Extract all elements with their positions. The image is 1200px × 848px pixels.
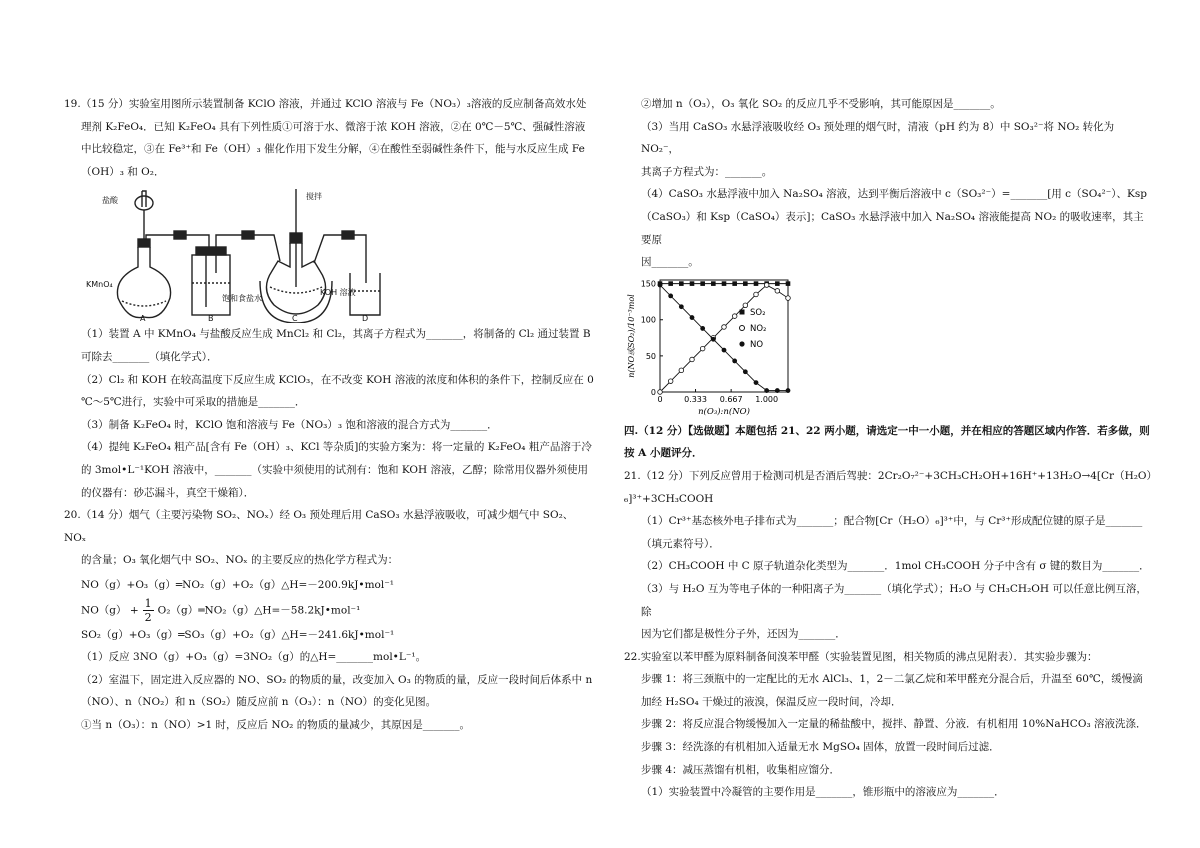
- q19-sub2: （2）Cl₂ 和 KOH 在较高温度下反应生成 KClO₃，在不改变 KOH 溶液的浓度和体积的条件下，控制反应在 0: [81, 373, 594, 386]
- point-no2: [690, 357, 695, 362]
- label-brine: 饱和食盐水: [222, 294, 262, 304]
- label-hcl: 盐酸: [102, 196, 118, 206]
- q20-sub3: （3）当用 CaSO₃ 水悬浮液吸收经 O₃ 预处理的烟气时，清液（pH 约为 8）中 SO₃²⁻将 NO₂ 转化为 NO₂⁻，: [641, 120, 1115, 156]
- legend-marker-so2: [740, 309, 745, 314]
- q19-sub1: （1）装置 A 中 KMnO₄ 与盐酸反应生成 MnCl₂ 和 Cl₂，其离子方程式为_______，将制备的 Cl₂ 通过装置 B: [81, 328, 591, 341]
- q20-sub4-c: 因_______。: [641, 256, 699, 269]
- q19-intro-2: 理剂 K₂FeO₄．已知 K₂FeO₄ 具有下列性质①可溶于水、微溶于浓 KOH 溶液，②在 0℃－5℃、强碱性溶液: [81, 120, 586, 133]
- q20-sub2-b: （NO）、n（NO₂）和 n（SO₂）随反应前 n（O₃）：n（NO）的变化见图。: [81, 696, 437, 709]
- q20-sub4: （4）CaSO₃ 水悬浮液中加入 Na₂SO₄ 溶液，达到平衡后溶液中 c（SO₃²⁻）=_______[用 c（SO₄²⁻）、Ksp: [641, 188, 1147, 201]
- point-no: [711, 337, 716, 342]
- q20-eq1: NO（g）+O₃（g）═NO₂（g）+O₂（g）△H=－200.9kJ•mol⁻¹: [81, 578, 394, 591]
- q20-eq2: [64, 597, 594, 624]
- point-so2: [743, 281, 748, 286]
- point-so2: [690, 281, 695, 286]
- point-so2: [722, 281, 727, 286]
- label-b: B: [208, 314, 214, 324]
- q19-sub1-b: 可除去_______（填化学式）．: [81, 350, 218, 363]
- x-tick-label: 0: [657, 394, 663, 404]
- q19-intro-4: （OH）₃ 和 O₂．: [81, 165, 165, 178]
- q20-eq3: SO₂（g）+O₃（g）═SO₃（g）+O₂（g）△H=－241.6kJ•mol⁻¹: [81, 628, 395, 641]
- q20-sub4-b: （CaSO₃）和 Ksp（CaSO₄）表示]；CaSO₃ 水悬浮液中加入 Na₂SO₄ 溶液能提高 NO₂ 的吸收速率，其主要原: [641, 210, 1144, 246]
- apparatus-figure: [84, 183, 384, 323]
- point-no: [743, 369, 748, 374]
- q19-sub4-b: 的 3mol•L⁻¹KOH 溶液中，_______（实验中须使用的试剂有：饱和 KOH 溶液，乙醇；除常用仪器外须使用: [81, 463, 588, 476]
- q20-sub2: （2）室温下，固定进入反应器的 NO、SO₂ 的物质的量，改变加入 O₃ 的物质的量，反应一段时间后体系中 n: [81, 673, 593, 686]
- x-tick-label: 0.333: [684, 394, 707, 404]
- wash-bottle-icon: [192, 255, 230, 315]
- label-stir: 搅拌: [306, 192, 322, 202]
- q20-intro-2: 的含量；O₃ 氧化烟气中 SO₂、NOₓ 的主要反应的热化学方程式为：: [81, 554, 399, 567]
- point-no: [679, 304, 684, 309]
- legend-label: NO: [750, 339, 764, 350]
- y-tick-label: 50: [645, 351, 656, 361]
- q19-intro-3: 中比较稳定，③在 Fe³⁺和 Fe（OH）₃ 催化作用下发生分解，④在酸性至弱碱性条件下，能与水反应生成 Fe: [81, 143, 585, 156]
- q22-step4: 步骤 4：减压蒸馏有机相，收集相应馏分．: [641, 763, 841, 776]
- q21-intro-2: ₆]³⁺+3CH₃COOH: [624, 492, 714, 505]
- q21-sub1: （1）Cr³⁺基态核外电子排布式为_______；配合物[Cr（H₂O）₆]³⁺中，与 Cr³⁺形成配位键的原子是_______: [641, 515, 1143, 528]
- separatory-funnel-icon: [135, 196, 153, 210]
- point-so2: [786, 281, 791, 286]
- point-no: [786, 388, 791, 393]
- x-tick-label: 1.000: [755, 394, 779, 404]
- q22-step1-b: 加经 H₂SO₄ 干燥过的液溴，保温反应一段时间，冷却．: [641, 695, 902, 708]
- point-so2: [754, 281, 759, 286]
- q22-intro: 22.实验室以苯甲醛为原料制备间溴苯甲醛（实验装置见图，相关物质的沸点见附表）．其实验步骤为：: [624, 650, 1098, 663]
- q21-sub3-b: 因为它们都是极性分子外，还因为_______．: [641, 628, 846, 641]
- point-no: [732, 358, 737, 363]
- label-d: D: [362, 314, 369, 324]
- point-no: [700, 326, 705, 331]
- point-no: [658, 282, 663, 287]
- legend-label: NO₂: [750, 323, 767, 334]
- y-tick-label: 0: [650, 387, 656, 397]
- plot-frame: [660, 280, 788, 392]
- point-so2: [679, 281, 684, 286]
- q19-sub4-c: 的仪器有：砂芯漏斗，真空干燥箱）．: [81, 486, 255, 499]
- fraction-num: 1: [144, 596, 152, 610]
- label-a: A: [140, 314, 146, 324]
- point-no: [775, 388, 780, 393]
- q22-step3: 步骤 3：经洗涤的有机相加入适量无水 MgSO₄ 固体，放置一段时间后过滤．: [641, 741, 1000, 754]
- q21-intro: 21.（12 分）下列反应曾用于检测司机是否酒后驾驶：2Cr₂O₇²⁻+3CH₃CH₂OH+16H⁺+13H₂O→4[Cr（H₂O）: [624, 469, 1158, 482]
- point-no2: [679, 368, 684, 373]
- series-line-1: [660, 285, 788, 392]
- point-so2: [700, 281, 705, 286]
- q22-sub1: （1）实验装置中冷凝管的主要作用是_______，锥形瓶中的溶液应为_______．: [641, 786, 1005, 799]
- point-no: [668, 293, 673, 298]
- q21-sub1-b: （填元素符号）．: [641, 537, 720, 550]
- half-fraction: [143, 597, 154, 624]
- point-no2: [732, 314, 737, 319]
- y-tick-label: 100: [640, 315, 656, 325]
- y-axis-label: n(NO或SO₂)/10⁻³mol: [627, 294, 636, 378]
- point-no2: [743, 303, 748, 308]
- point-no: [722, 347, 727, 352]
- point-no2: [764, 283, 769, 288]
- y-tick-label: 150: [640, 279, 656, 289]
- point-no2: [754, 292, 759, 297]
- point-no: [690, 315, 695, 320]
- point-so2: [775, 281, 780, 286]
- point-no2: [786, 296, 791, 301]
- eq2-prefix: NO（g） +: [81, 604, 139, 616]
- point-no2: [668, 379, 673, 384]
- legend-marker-no2: [740, 325, 745, 330]
- point-no2: [722, 324, 727, 329]
- series-line-2: [660, 285, 788, 390]
- funnel-stem-icon: [142, 191, 146, 207]
- fraction-den: 2: [144, 610, 152, 624]
- q20-sub2-c: ①当 n（O₃）：n（NO）>1 时，反应后 NO₂ 的物质的量减少，其原因是_______。: [81, 718, 470, 731]
- eq2-suffix: O₂（g）═NO₂（g）△H=－58.2kJ•mol⁻¹: [157, 604, 361, 616]
- legend-marker-no: [739, 341, 744, 346]
- q19-intro: 19.（15 分）实验室用图所示装置制备 KClO 溶液，并通过 KClO 溶液与 Fe（NO₃）₃溶液的反应制备高效水处: [64, 98, 587, 110]
- x-tick-label: 0.667: [719, 394, 743, 404]
- label-koh: KOH 溶液: [320, 288, 356, 298]
- section-4-header: 四.（12 分）【选做题】本题包括 21、22 两小题，请选定一中一小题，并在相应的答题区域内作答．若多做，则: [624, 424, 1150, 437]
- point-no2: [658, 389, 663, 394]
- q20-sub2-d: ②增加 n（O₃），O₃ 氧化 SO₂ 的反应几乎不受影响，其可能原因是_______。: [641, 98, 1001, 110]
- o3-ratio-chart: [624, 274, 824, 420]
- q21-sub3: （3）与 H₂O 互为等电子体的一种阳离子为_______（填化学式）；H₂O 与 CH₃CH₂OH 可以任意比例互溶，除: [641, 582, 1147, 618]
- point-no2: [700, 346, 705, 351]
- q20-intro: 20.（14 分）烟气（主要污染物 SO₂、NOₓ）经 O₃ 预处理后用 CaSO₃ 水悬浮液吸收，可减少烟气中 SO₂、NOₓ: [64, 509, 574, 544]
- point-so2: [732, 281, 737, 286]
- point-no: [754, 380, 759, 385]
- point-no2: [775, 288, 780, 293]
- q22-step1: 步骤 1：将三颈瓶中的一定配比的无水 AlCl₃、1，2－二氯乙烷和苯甲醛充分混合后，升温至 60℃，缓慢滴: [641, 673, 1143, 686]
- point-so2: [668, 281, 673, 286]
- point-no: [764, 388, 769, 393]
- q19-sub3: （3）制备 K₂FeO₄ 时，KClO 饱和溶液与 Fe（NO₃）₃ 饱和溶液的混合方式为_______．: [81, 418, 498, 431]
- x-axis-label: n(O₃):n(NO): [698, 406, 750, 417]
- q20-sub1: （1）反应 3NO（g）+O₃（g）=3NO₂（g）的△H=_______mol•L⁻¹。: [81, 651, 427, 664]
- q19-sub2-b: ℃～5℃进行，实验中可采取的措施是_______．: [81, 396, 306, 409]
- label-c: C: [292, 314, 298, 324]
- point-so2: [711, 281, 716, 286]
- left-column: [64, 93, 594, 736]
- legend-label: SO₂: [750, 307, 766, 318]
- q22-step2: 步骤 2：将反应混合物缓慢加入一定量的稀盐酸中，搅拌、静置、分液．有机相用 10%NaHCO₃ 溶液洗涤．: [641, 718, 1147, 731]
- q21-sub2: （2）CH₃COOH 中 C 原子轨道杂化类型为_______．1mol CH₃COOH 分子中含有 σ 键的数目为_______．: [641, 560, 1150, 573]
- q19-sub4: （4）提纯 K₂FeO₄ 粗产品[含有 Fe（OH）₃、KCl 等杂质]的实验方案为：将一定量的 K₂FeO₄ 粗产品溶于冷: [81, 441, 592, 454]
- q20-sub3-b: 其离子方程式为：_______。: [641, 165, 773, 178]
- right-column: [624, 93, 1158, 804]
- round-flask-icon: [117, 247, 170, 318]
- label-kmno4: KMnO₄: [86, 280, 113, 290]
- section-4-header-b: 按 A 小题评分．: [624, 447, 703, 460]
